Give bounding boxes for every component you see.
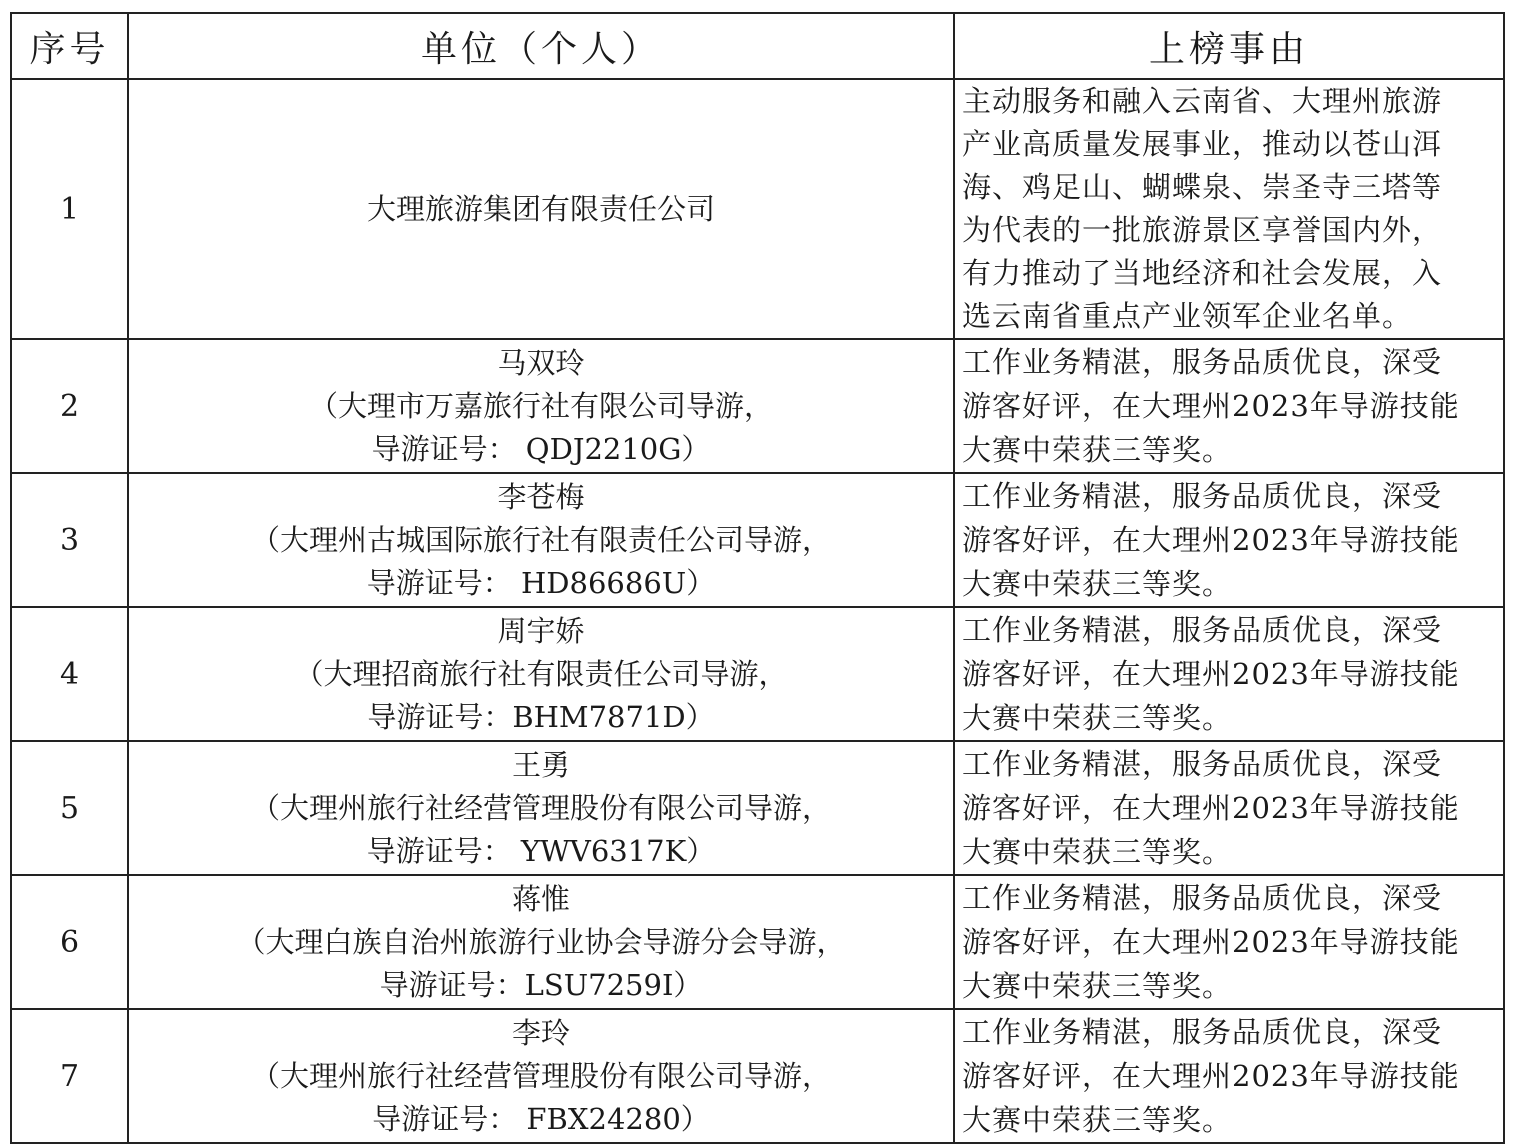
person-affiliation: （大理白族自治州旅游行业协会导游分会导游， — [236, 924, 846, 959]
reason-line: 游客好评，在大理州2023年导游技能 — [962, 657, 1460, 691]
person-affiliation: （大理市万嘉旅行社有限公司导游， — [308, 388, 773, 423]
person-affiliation: （大理州旅行社经营管理股份有限公司导游， — [250, 1058, 831, 1093]
unit-cell — [128, 339, 954, 473]
table-row — [11, 339, 1504, 473]
header-unit: 单位（个人） — [128, 13, 954, 79]
header-seq: 序号 — [11, 13, 128, 79]
header-row — [11, 13, 1504, 79]
person-name: 王勇 — [511, 747, 570, 782]
seq-cell: 4 — [11, 607, 128, 741]
honor-list-table — [10, 12, 1505, 1144]
reason-cell — [954, 1009, 1504, 1143]
reason-cell — [954, 79, 1504, 339]
person-name: 蒋惟 — [511, 881, 570, 916]
reason-line: 大赛中荣获三等奖。 — [962, 969, 1233, 1003]
reason-line: 工作业务精湛，服务品质优良，深受 — [962, 613, 1443, 647]
seq-cell: 5 — [11, 741, 128, 875]
reason-line: 游客好评，在大理州2023年导游技能 — [962, 389, 1460, 423]
person-name: 李苍梅 — [497, 479, 585, 514]
reason-line: 海、鸡足山、蝴蝶泉、崇圣寺三塔等 — [962, 170, 1443, 204]
person-affiliation: （大理州古城国际旅行社有限责任公司导游， — [250, 522, 831, 557]
guide-license-number: 导游证号：LSU7259I） — [379, 967, 703, 1002]
reason-cell — [954, 339, 1504, 473]
unit-cell — [128, 1009, 954, 1143]
guide-license-number: 导游证号：BHM7871D） — [367, 699, 715, 734]
reason-line: 工作业务精湛，服务品质优良，深受 — [962, 1015, 1443, 1049]
person-affiliation: （大理州旅行社经营管理股份有限公司导游， — [250, 790, 831, 825]
reason-line: 大赛中荣获三等奖。 — [962, 701, 1233, 735]
reason-cell — [954, 741, 1504, 875]
reason-line: 游客好评，在大理州2023年导游技能 — [962, 523, 1460, 557]
guide-license-number: 导游证号： YWV6317K） — [366, 833, 716, 868]
reason-line: 大赛中荣获三等奖。 — [962, 433, 1233, 467]
reason-line: 大赛中荣获三等奖。 — [962, 1103, 1233, 1137]
reason-line: 为代表的一批旅游景区享誉国内外， — [962, 213, 1443, 247]
reason-cell — [954, 875, 1504, 1009]
table-row — [11, 607, 1504, 741]
table-row — [11, 875, 1504, 1009]
seq-cell: 1 — [11, 79, 128, 339]
person-name: 周宇娇 — [497, 613, 585, 648]
reason-line: 游客好评，在大理州2023年导游技能 — [962, 1059, 1460, 1093]
reason-cell — [954, 473, 1504, 607]
person-name: 李玲 — [511, 1015, 570, 1050]
unit-cell — [128, 473, 954, 607]
seq-cell: 2 — [11, 339, 128, 473]
guide-license-number: 导游证号： HD86686U） — [366, 565, 716, 600]
reason-line: 选云南省重点产业领军企业名单。 — [962, 299, 1413, 333]
unit-cell — [128, 875, 954, 1009]
reason-line: 产业高质量发展事业，推动以苍山洱 — [962, 127, 1443, 161]
reason-line: 游客好评，在大理州2023年导游技能 — [962, 925, 1460, 959]
reason-line: 工作业务精湛，服务品质优良，深受 — [962, 479, 1443, 513]
reason-line: 大赛中荣获三等奖。 — [962, 835, 1233, 869]
table-row — [11, 741, 1504, 875]
reason-line: 工作业务精湛，服务品质优良，深受 — [962, 747, 1443, 781]
reason-line: 工作业务精湛，服务品质优良，深受 — [962, 345, 1443, 379]
seq-cell: 6 — [11, 875, 128, 1009]
seq-cell: 7 — [11, 1009, 128, 1143]
seq-cell: 3 — [11, 473, 128, 607]
unit-cell — [128, 741, 954, 875]
unit-cell — [128, 79, 954, 339]
unit-name: 大理旅游集团有限责任公司 — [366, 191, 715, 226]
unit-cell — [128, 607, 954, 741]
reason-cell — [954, 607, 1504, 741]
table-row — [11, 79, 1504, 339]
guide-license-number: 导游证号： QDJ2210G） — [371, 431, 711, 466]
reason-line: 游客好评，在大理州2023年导游技能 — [962, 791, 1460, 825]
reason-line: 大赛中荣获三等奖。 — [962, 567, 1233, 601]
reason-line: 工作业务精湛，服务品质优良，深受 — [962, 881, 1443, 915]
header-reason: 上榜事由 — [954, 13, 1504, 79]
guide-license-number: 导游证号： FBX24280） — [372, 1101, 710, 1136]
reason-line: 主动服务和融入云南省、大理州旅游 — [962, 84, 1443, 118]
person-affiliation: （大理招商旅行社有限责任公司导游， — [294, 656, 788, 691]
person-name: 马双玲 — [497, 345, 585, 380]
reason-line: 有力推动了当地经济和社会发展，入 — [962, 256, 1443, 290]
table-row — [11, 473, 1504, 607]
table-row — [11, 1009, 1504, 1143]
